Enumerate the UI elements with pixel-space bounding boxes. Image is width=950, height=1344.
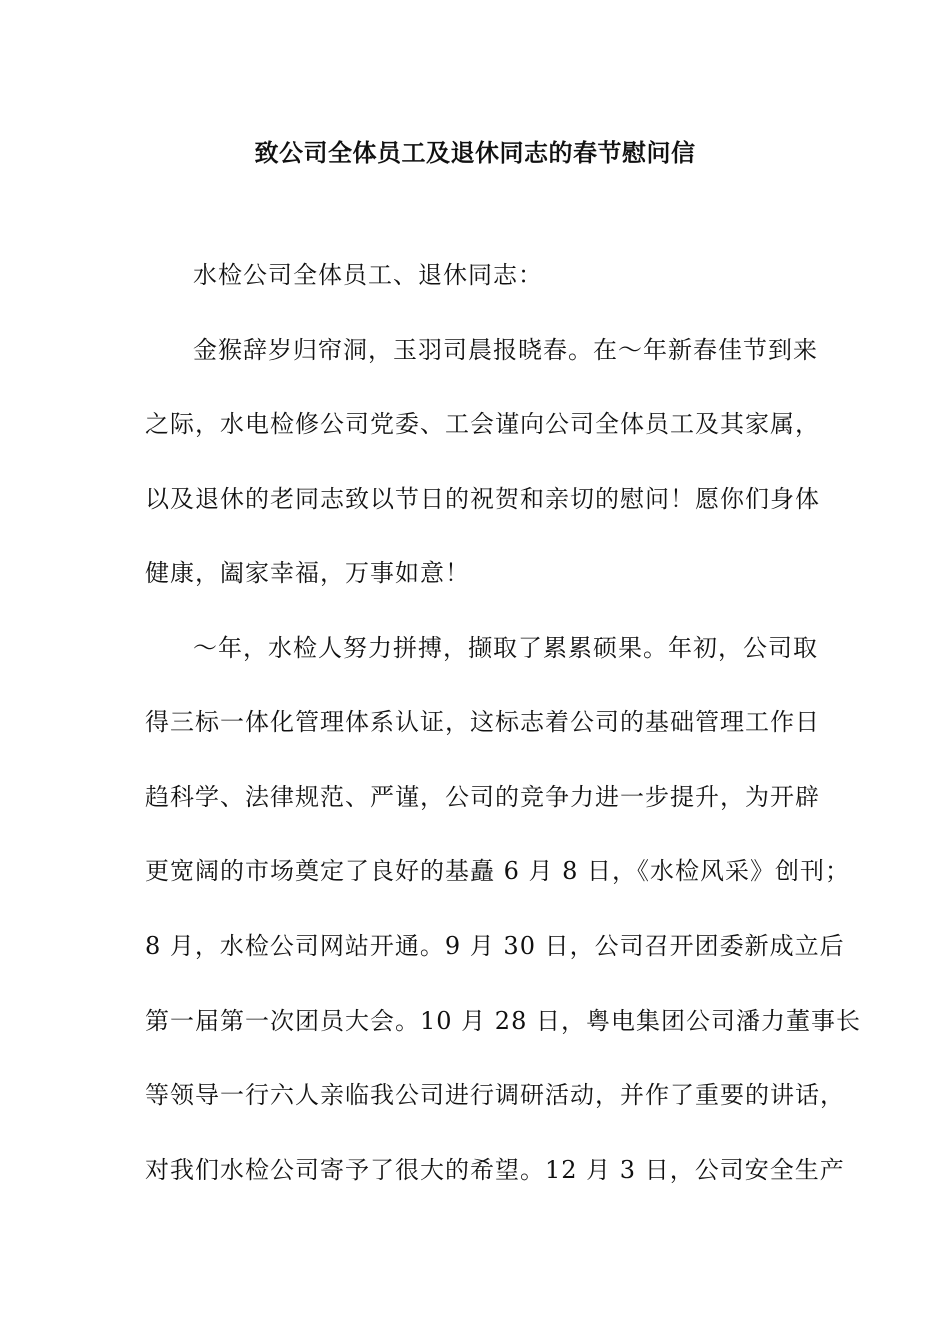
paragraph-line: 对我们水检公司寄予了很大的希望。12 月 3 日，公司安全生产 xyxy=(145,1156,845,1184)
paragraph-line: 之际，水电检修公司党委、工会谨向公司全体员工及其家属， xyxy=(145,410,820,438)
paragraph-line: 8 月，水检公司网站开通。9 月 30 日，公司召开团委新成立后 xyxy=(145,932,845,960)
paragraph-line: 更宽阔的市场奠定了良好的基矗 6 月 8 日，《水检风采》创刊； xyxy=(145,857,851,885)
paragraph-line: 趋科学、法律规范、严谨，公司的竞争力进一步提升，为开辟 xyxy=(145,783,820,811)
paragraph-line: 得三标一体化管理体系认证，这标志着公司的基础管理工作日 xyxy=(145,708,820,736)
document-title: 致公司全体员工及退休同志的春节慰问信 xyxy=(254,138,696,167)
paragraph-line: 以及退休的老同志致以节日的祝贺和亲切的慰问！愿你们身体 xyxy=(145,485,820,513)
paragraph-line: ～年，水检人努力拼搏，撷取了累累硕果。年初，公司取 xyxy=(193,634,818,662)
paragraph-line: 健康，阖家幸福，万事如意！ xyxy=(145,559,470,587)
paragraph-line: 等领导一行六人亲临我公司进行调研活动，并作了重要的讲话， xyxy=(145,1081,845,1109)
paragraph-line: 金猴辞岁归帘洞，玉羽司晨报晓春。在～年新春佳节到来 xyxy=(193,336,818,364)
paragraph-line: 第一届第一次团员大会。10 月 28 日，粤电集团公司潘力董事长 xyxy=(145,1007,861,1035)
salutation: 水检公司全体员工、退休同志： xyxy=(193,261,543,289)
